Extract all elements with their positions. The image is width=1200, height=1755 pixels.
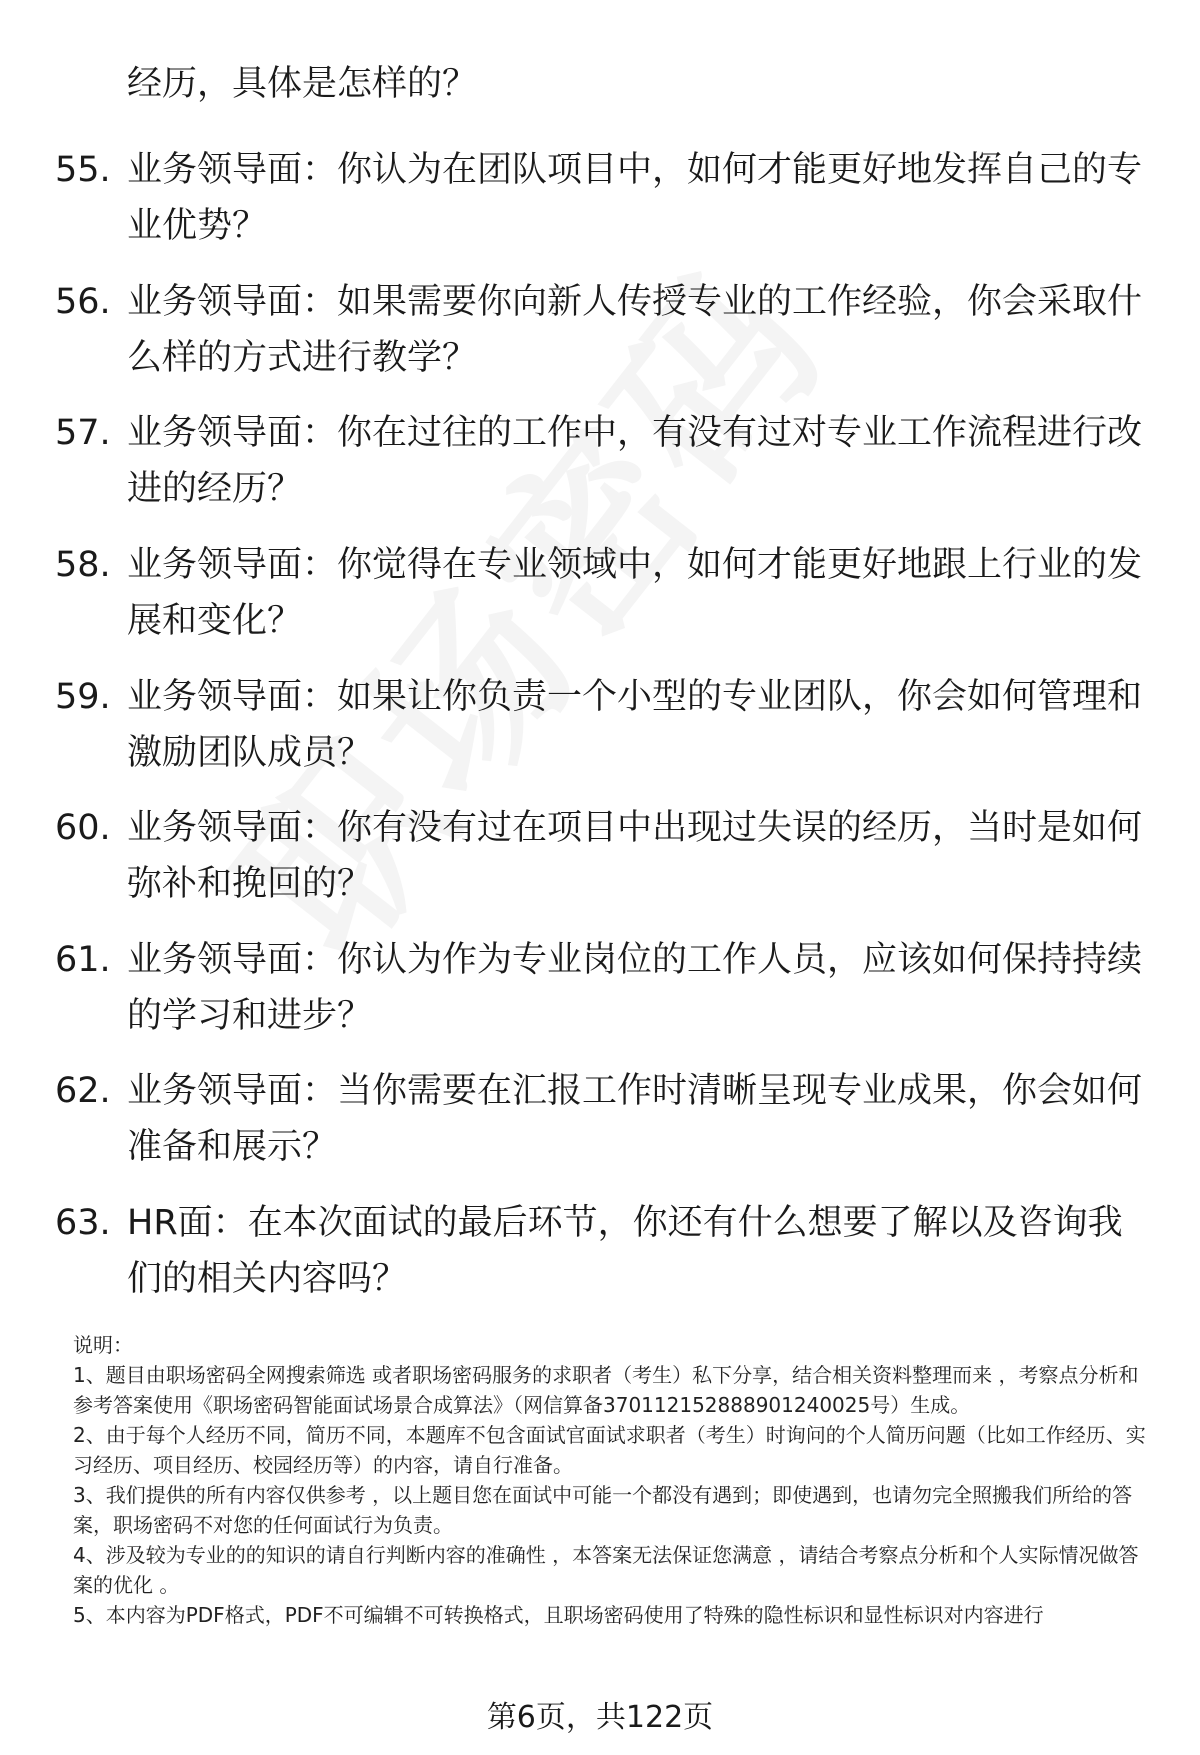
question-text: 业务领导面：你有没有过在项目中出现过失误的经历，当时是如何弥补和挽回的？ [127,808,1143,904]
question-text: 业务领导面：你在过往的工作中，有没有过对专业工作流程进行改进的经历？ [127,413,1143,509]
question-text: 业务领导面：当你需要在汇报工作时清晰呈现专业成果，你会如何准备和展示？ [127,1071,1143,1167]
question-number: 59. [55,677,111,717]
question-number: 61. [55,940,111,980]
question-number: 62. [55,1071,111,1111]
note-item: 3、我们提供的所有内容仅供参考 ，以上题目您在面试中可能一个都没有遇到；即使遇到，也请勿完全照搬我们所给的答案，职场密码不对您的任何面试行为负责。 [73,1483,1133,1537]
notes-heading: 说明： [73,1333,133,1357]
question-number: 57. [55,413,111,453]
question-number: 58. [55,545,111,585]
note-item: 1、题目由职场密码全网搜索筛选 或者职场密码服务的求职者（考生）私下分享，结合相关资料整理而来 ，考察点分析和参考答案使用《职场密码智能面试场景合成算法》（网信算备370112152888901240025号）生成。 [73,1363,1139,1417]
note-item: 5、本内容为PDF格式，PDF不可编辑不可转换格式，且职场密码使用了特殊的隐性标识和显性标识对内容进行 [73,1603,1044,1627]
question-text: 业务领导面：你认为作为专业岗位的工作人员，应该如何保持持续的学习和进步？ [127,940,1143,1036]
note-item: 4、涉及较为专业的的知识的请自行判断内容的准确性 ，本答案无法保证您满意 ，请结合考察点分析和个人实际情况做答案的优化 。 [73,1543,1139,1597]
question-continuation: 经历，具体是怎样的？ [127,64,478,104]
question-text: 业务领导面：如果让你负责一个小型的专业团队，你会如何管理和激励团队成员？ [127,677,1143,773]
question-text: 业务领导面：你认为在团队项目中，如何才能更好地发挥自己的专业优势？ [127,150,1143,246]
question-number: 56. [55,282,111,322]
note-item: 2、由于每个人经历不同，简历不同，本题库不包含面试官面试求职者（考生）时询问的个人简历问题（比如工作经历、实习经历、项目经历、校园经历等）的内容，请自行准备。 [73,1423,1146,1477]
page-footer: 第6页，共122页 [486,1700,714,1735]
notes-section [73,1330,1153,1630]
question-text: 业务领导面：你觉得在专业领域中，如何才能更好地跟上行业的发展和变化？ [127,545,1143,641]
question-number: 63. [55,1203,111,1243]
question-number: 55. [55,150,111,190]
question-number: 60. [55,808,111,848]
question-text: HR面：在本次面试的最后环节，你还有什么想要了解以及咨询我们的相关内容吗？ [127,1203,1123,1299]
question-text: 业务领导面：如果需要你向新人传授专业的工作经验，你会采取什么样的方式进行教学？ [127,282,1143,378]
